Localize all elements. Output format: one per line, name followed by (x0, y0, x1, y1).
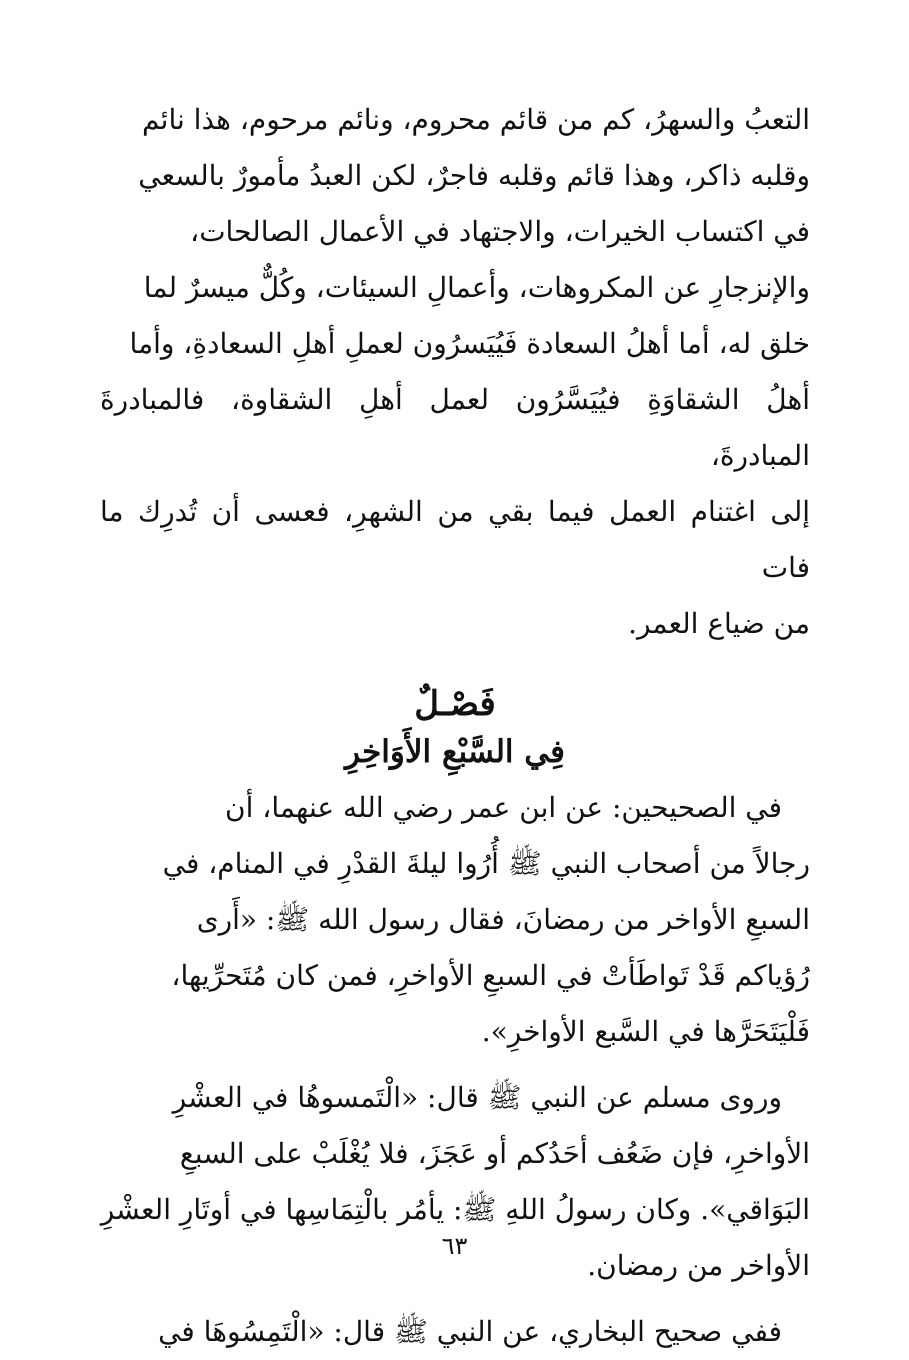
page-number: ٦٣ (441, 1232, 468, 1260)
paragraph-bukhari: ففي صحيح البخاري، عن النبي ﷺ قال: «الْتَمِسُوهَا في (158, 1315, 782, 1348)
paragraph-muslim: وروى مسلم عن النبي ﷺ قال: «الْتَمسوهُا في العشْرِ الأواخرِ، فإن ضَعُف أحَدُكم أو عَجَزَ، فلا يُغْلَبْ على السبعِ البَوَاقي». وكان رسولُ اللهِ ﷺ: يأمُر بالْتِمَاسِها في أوتَارِ العشْرِ الأواخر من رمضان. (100, 1081, 810, 1282)
section-subheading: فِي السَّبْعِ الأَوَاخِرِ (345, 734, 565, 770)
paragraph-closing-exhortation: التعبُ والسهرُ، كم من قائم محروم، ونائم مرحوم، هذا نائم وقلبه ذاكر، وهذا قائم وقلبه فاجرٌ، لكن العبدُ مأمورٌ بالسعي في اكتساب الخيرات، والاجتهاد في الأعمال الصالحات، والإنزجارِ عن المكروهات، وأعمالِ السيئات، وكُلٌّ ميسرٌ لما خلق له، أما أهلُ السعادة فَيُيَسرُون لعملِ أهلِ السعادةِ، وأما أهلُ الشقاوَةِ فيُيَسَّرُون لعمل أهلِ الشقاوة، فالمبادرةَ المبادرةَ، إلى اغتنام العمل فيما بقي من الشهرِ، فعسى أن تُدرِك ما فات من ضياع العمر. (100, 103, 810, 640)
paragraph-sahihayn: في الصحيحين: عن ابن عمر رضي الله عنهما، أن رجالاً من أصحاب النبي ﷺ أُرُوا ليلةَ القدْرِ في المنام، في السبعِ الأواخر من رمضانَ، فقال رسول الله ﷺ: «أَرى رُؤياكم قَدْ تَواطَأتْ في السبعِ الأواخرِ، فمن كان مُتَحرِّيها، فَلْيَتَحَرَّها في السَّبع الأواخرِ». (162, 791, 810, 1048)
section-heading: فَصْـلٌ (414, 684, 496, 724)
page-body (100, 92, 810, 1360)
